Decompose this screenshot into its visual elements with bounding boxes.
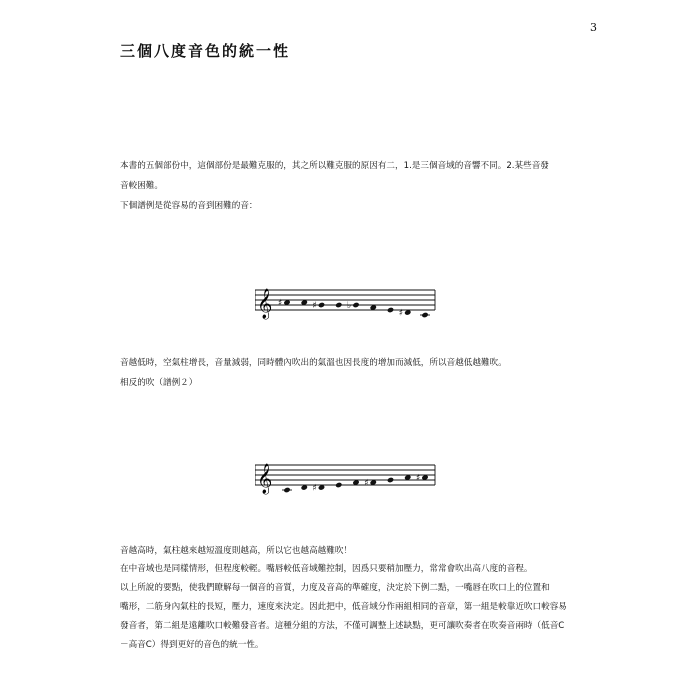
- paragraph-intro-line2: 音較困難。: [120, 181, 163, 191]
- paragraph-high-notes: 音越高時，氣柱越來越短溫度則越高，所以它也越高越難吹！: [120, 546, 353, 556]
- note-head: [352, 302, 359, 308]
- sharp-accidental: ♯: [278, 298, 283, 309]
- music-example-descending: [255, 280, 445, 330]
- staff-lines: [255, 465, 435, 485]
- flat-accidental: ♭: [347, 301, 352, 311]
- paragraph-middle-register: 在中音域也是同樣情形，但程度較輕。嘴唇較低音域難控制，因爲只要稍加壓力，常常會吹出高八度的音程。: [120, 564, 533, 574]
- paragraph-summary-line2: 嘴形，二筋身內氣柱的長短，壓力，速度來決定。因此把中，低音域分作兩組相同的音章，第一組是較靠近吹口較容易: [120, 602, 567, 612]
- notes-ascending: [282, 474, 429, 494]
- note-head: [335, 482, 342, 488]
- paragraph-intro-line1: 本書的五個部份中，這個部份是最難克服的，其之所以難克服的原因有二，1.是三個音域的音響不同。2.某些音發: [120, 161, 549, 171]
- note-head: [318, 302, 325, 308]
- page-number: 3: [590, 21, 597, 34]
- note-head: [387, 477, 394, 483]
- note-head: [421, 312, 428, 318]
- paragraph-summary-line3: 發音者，第二組是遠離吹口較難發音者。這種分組的方法，不僅可調整上述缺點，更可讓吹奏者在吹奏音兩時（低音C: [120, 621, 565, 631]
- paragraph-low-notes: 音越低時，空氣柱增長，音量減弱，同時體內吹出的氣溫也因長度的增加而減低，所以音越低越難吹。: [120, 358, 507, 368]
- note-head: [387, 307, 394, 313]
- sharp-accidental: ♯: [416, 473, 421, 484]
- section-title: 三個八度音色的統一性: [120, 42, 291, 60]
- treble-clef-icon: 𝄞: [257, 289, 273, 319]
- sharp-accidental: ♯: [364, 478, 369, 489]
- notes-descending: [278, 299, 430, 319]
- paragraph-summary-line4: －高音C）得到更好的音色的統一性。: [120, 640, 264, 650]
- paragraph-example-intro: 下個譜例是從容易的音到困難的音：: [120, 201, 258, 211]
- paragraph-summary-line1: 以上所說的要點，使我們瞭解每一個音的音質，力度及音高的準確度，決定於下例二點，一嘴唇在吹口上的位置和: [120, 583, 550, 593]
- sharp-accidental: ♯: [312, 301, 317, 311]
- note-head: [335, 302, 342, 308]
- paragraph-example2-caption: 相反的吹（譜例２）: [120, 378, 198, 388]
- sharp-accidental: ♯: [398, 308, 404, 319]
- sharp-accidental: ♯: [312, 483, 317, 494]
- treble-clef-icon: 𝄞: [257, 464, 273, 494]
- music-example-ascending: [255, 455, 445, 505]
- note-head: [283, 487, 290, 493]
